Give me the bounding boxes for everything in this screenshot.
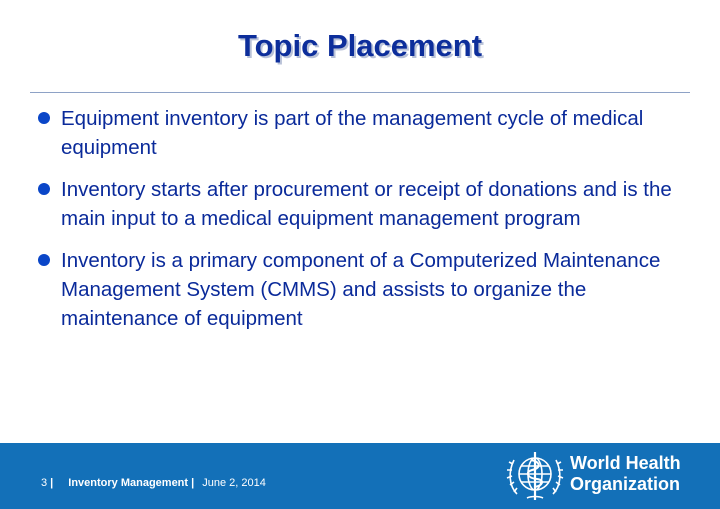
presentation-date: June 2, 2014: [202, 477, 266, 489]
footer-separator: |: [191, 477, 195, 489]
bullet-dot-icon: [38, 254, 50, 266]
bullet-text: Inventory starts after procurement or receipt of donations and is the main input to a medical equipment management program: [61, 178, 672, 230]
who-logo-line1: World Health: [570, 453, 681, 473]
title-divider: [30, 92, 690, 93]
page-number: 3: [41, 477, 48, 489]
slide-title: Topic Placement: [237, 28, 483, 63]
bullet-text: Inventory is a primary component of a Computerized Maintenance Management System (CMMS) and assists to organize the maintenance of equipment: [61, 249, 661, 330]
bullet-item-3: [38, 246, 698, 333]
bullet-item-2: [38, 175, 698, 233]
footer-separator: |: [50, 477, 54, 489]
who-logo-text: [570, 453, 710, 495]
bullet-list: [38, 104, 698, 346]
footer-info: [41, 477, 266, 489]
bullet-item-1: [38, 104, 698, 162]
who-logo-line2: Organization: [570, 474, 681, 494]
presentation-title: Inventory Management: [68, 477, 189, 489]
bullet-text: Equipment inventory is part of the management cycle of medical equipment: [61, 107, 644, 159]
who-emblem-icon: [505, 446, 565, 506]
bullet-dot-icon: [38, 183, 50, 195]
footer-band: [0, 443, 720, 509]
bullet-dot-icon: [38, 112, 50, 124]
